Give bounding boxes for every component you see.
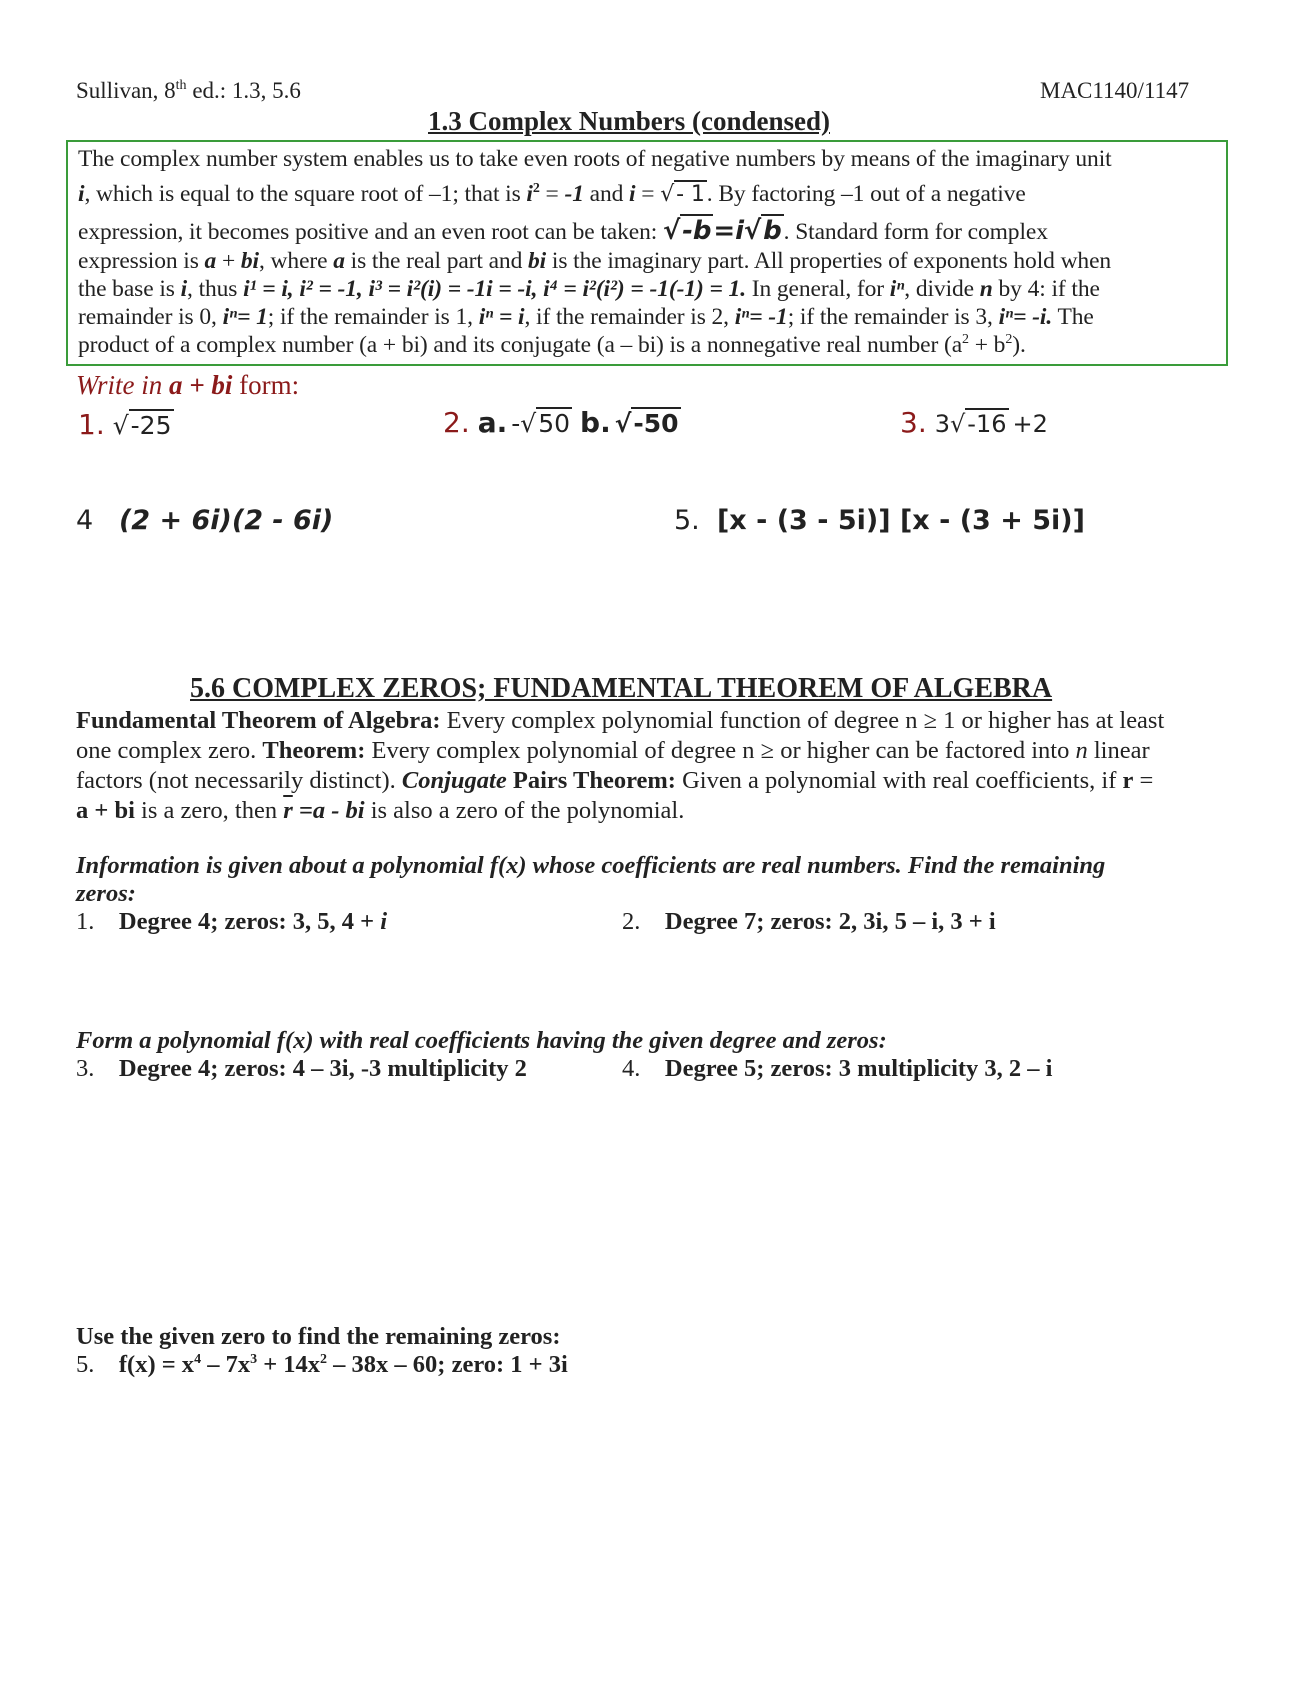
problem-3: 3. Degree 4; zeros: 4 – 3i, -3 multiplicity 2	[76, 1055, 527, 1082]
sqrt-neg16: √-16	[950, 410, 1007, 438]
theorem-line-1: Fundamental Theorem of Algebra: Every complex polynomial function of degree n ≥ 1 or higher has at least	[76, 707, 1165, 734]
instruction-find-zeros: Information is given about a polynomial f(x) whose coefficients are real numbers. Find the remaining zeros:	[76, 852, 1106, 907]
section1-title: 1.3 Complex Numbers (condensed)	[428, 106, 830, 136]
box-line-6: remainder is 0, iⁿ= 1; if the remainder is 1, iⁿ = i, if the remainder is 2, iⁿ= -1; if the remainder is 3, iⁿ= -i. The	[78, 304, 1094, 330]
box-line-5: the base is i, thus i¹ = i, i² = -1, i³ = i²(i) = -1i = -i, i⁴ = i²(i²) = -1(-1) = 1. In general, for iⁿ, divide n by 4: if the	[78, 276, 1100, 302]
problem-5: 5. $f(x) = x^4 - 7x^3 + 14x^2 - 38x - 60$; zero: 1 + 3i	[76, 1351, 568, 1378]
header-right: MAC1140/1147	[1040, 78, 1190, 103]
problem-2: 2. Degree 7; zeros: 2, 3i, 5 – i, 3 + i	[622, 908, 996, 935]
exercise-2: 2. a. -√50 b. √-50	[443, 406, 679, 439]
sqrt-neg-b: √-b	[662, 216, 712, 246]
problem-4: 4. Degree 5; zeros: 3 multiplicity 3, 2 – i	[622, 1055, 1053, 1082]
header-sections: ed.: 1.3, 5.6	[186, 78, 301, 103]
header-course-text: Sullivan, 8	[76, 78, 176, 103]
instruction-given-zero: Use the given zero to find the remaining zeros:	[76, 1323, 561, 1350]
exercise-1: 1. √-25	[78, 408, 172, 441]
box-line-1: The complex number system enables us to take even roots of negative numbers by means of the imaginary unit	[78, 146, 1112, 172]
theorem-line-3: factors (not necessarily distinct). Conjugate Pairs Theorem: Given a polynomial with real coefficients, if r =	[76, 767, 1154, 794]
header-left	[76, 78, 301, 104]
sqrt-neg25: √-25	[112, 411, 172, 440]
exercise-3: 3. 3√-16 +2	[900, 406, 1048, 439]
sqrt-neg50: √-50	[614, 409, 679, 438]
box-line-3: expression, it becomes positive and an even root can be taken: √-b=i√b. Standard form for complex	[78, 216, 1048, 246]
section2-title: 5.6 COMPLEX ZEROS; FUNDAMENTAL THEOREM OF ALGEBRA	[190, 673, 1053, 704]
problem-1: 1. Degree 4; zeros: 3, 5, 4 + i	[76, 908, 388, 935]
box-line-4: expression is a + bi, where a is the real part and bi is the imaginary part. All properties of exponents hold when	[78, 248, 1112, 274]
instruction-form-polynomial: Form a polynomial f(x) with real coefficients having the given degree and zeros:	[76, 1027, 887, 1054]
box-line-2: i, which is equal to the square root of –1; that is $i^2 = -1$ and i = √- 1. By factoring –1 out of a negative	[78, 181, 1026, 207]
exercise-4: 4 (2 + 6i)(2 - 6i)	[76, 505, 334, 536]
theorem-line-2: one complex zero. Theorem: Every complex polynomial of degree n ≥ or higher can be factored into n linear	[76, 737, 1150, 764]
theorem-line-4: a + bi is a zero, then $\overline{r} =a$ - bi is also a zero of the polynomial.	[76, 797, 685, 824]
sqrt-b: √b	[743, 216, 782, 246]
sqrt-50: √50	[520, 409, 571, 438]
header-sup: th	[175, 78, 187, 93]
sqrt-neg1: √- 1	[660, 182, 705, 207]
definition-box	[66, 140, 1228, 366]
exercise-5: 5. [x - (3 - 5i)] [x - (3 + 5i)]	[674, 505, 1085, 536]
box-line-7: product of a complex number (a + bi) and its conjugate (a – bi) is a nonnegative real number $(a^2 + b^2)$.	[78, 332, 1026, 358]
exercise-instruction: Write in a + bi form:	[76, 370, 300, 400]
